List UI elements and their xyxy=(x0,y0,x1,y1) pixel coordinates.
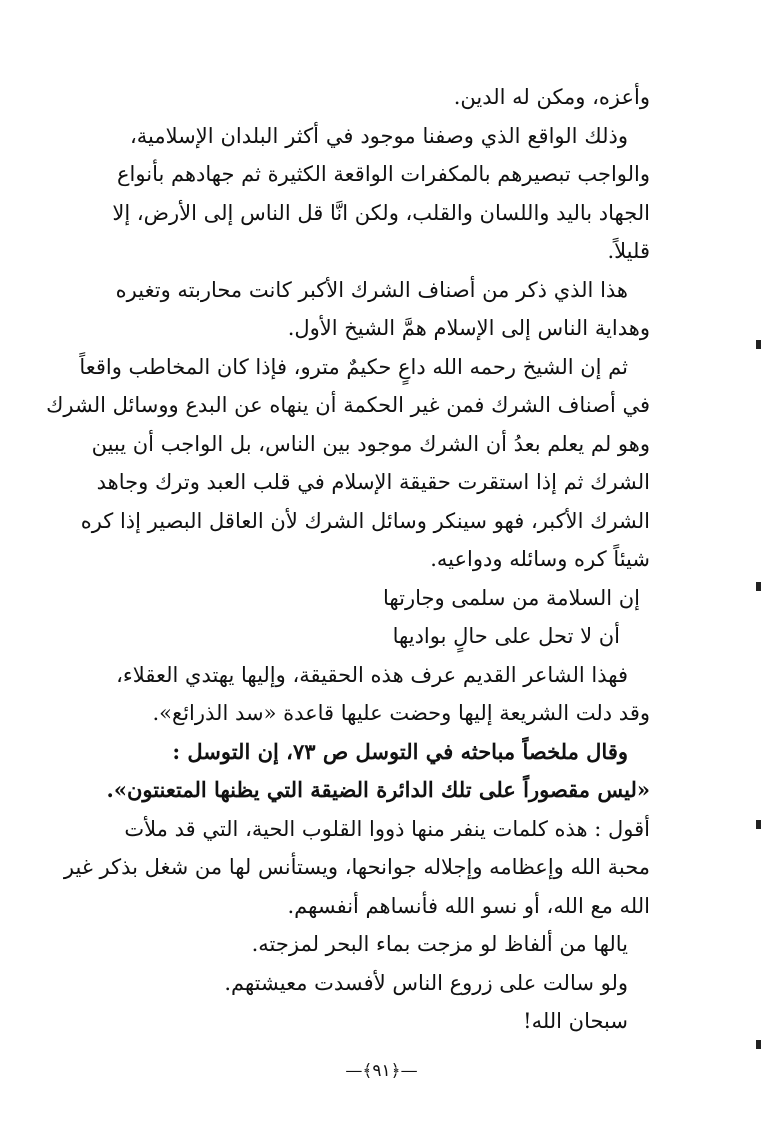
text-line: الشرك ثم إذا استقرت حقيقة الإسلام في قلب العبد وترك وجاهد xyxy=(96,470,650,494)
poem-first-line xyxy=(130,579,650,618)
text-line: سبحان الله! xyxy=(523,1009,628,1033)
text-line: ثم إن الشيخ رحمه الله داعٍ حكيمٌ مترو، فإذا كان المخاطب واقعاً xyxy=(79,354,628,379)
text-line: الجهاد باليد واللسان والقلب، ولكن انَّا قل الناس إلى الأرض، إلا xyxy=(112,200,650,225)
poem-second-line xyxy=(130,617,650,656)
text-line: أقول : هذه كلمات ينفر منها ذووا القلوب الحية، التي قد ملأت xyxy=(124,816,650,841)
scan-edge-mark xyxy=(756,582,761,591)
text-line: شيئاً كره وسائله ودواعيه. xyxy=(430,547,650,571)
page-number: —﴿٩١﴾— xyxy=(345,1061,418,1081)
scan-edge-mark xyxy=(756,340,761,349)
text-line: وهو لم يعلم بعدُ أن الشرك موجود بين الناس، بل الواجب أن يبين xyxy=(91,431,650,456)
scan-edge-mark xyxy=(756,1040,761,1049)
text-line: في أصناف الشرك فمن غير الحكمة أن ينهاه عن البدع ووسائل الشرك xyxy=(46,393,650,417)
text-line: ولو سالت على زروع الناس لأفسدت معيشتهم. xyxy=(224,970,628,995)
text-line: وأعزه، ومكن له الدين. xyxy=(453,85,650,109)
text-line: والواجب تبصيرهم بالمكفرات الواقعة الكثيرة ثم جهادهم بأنواع xyxy=(117,162,650,186)
text-line: وقد دلت الشريعة إليها وحضت عليها قاعدة «سد الذرائع». xyxy=(152,701,650,725)
quote-line: «ليس مقصوراً على تلك الدائرة الضيقة التي يظنها المتعنتون». xyxy=(106,777,650,802)
text-line: وذلك الواقع الذي وصفنا موجود في أكثر البلدان الإسلامية، xyxy=(130,123,628,148)
bold-line: وقال ملخصاً مباحثه في التوسل ص ٧٣، إن التوسل : xyxy=(172,738,628,764)
text-line: محبة الله وإعظامه وإجلاله جوانحها، ويستأنس لها من شغل بذكر غير xyxy=(63,855,650,879)
scan-edge-mark xyxy=(756,820,761,829)
text-line: هذا الذي ذكر من أصناف الشرك الأكبر كانت محاربته وتغيره xyxy=(115,277,628,302)
text-line: فهذا الشاعر القديم عرف هذه الحقيقة، وإليها يهتدي العقلاء، xyxy=(116,662,628,687)
page-body xyxy=(46,78,650,1041)
poem-first-hemistich: إن السلامة من سلمى وجارتها xyxy=(383,585,640,610)
text-line: الله مع الله، أو نسو الله فأنساهم أنفسهم. xyxy=(287,893,650,918)
text-line: قليلاً. xyxy=(607,239,650,263)
text-line: يالها من ألفاظ لو مزجت بماء البحر لمزجته. xyxy=(251,932,628,956)
text-line: الشرك الأكبر، فهو سينكر وسائل الشرك لأن العاقل البصير إذا كره xyxy=(80,508,650,533)
text-line: وهداية الناس إلى الإسلام همَّ الشيخ الأول. xyxy=(287,316,650,340)
poem-second-hemistich: أن لا تحل على حالٍ بواديها xyxy=(392,624,620,648)
